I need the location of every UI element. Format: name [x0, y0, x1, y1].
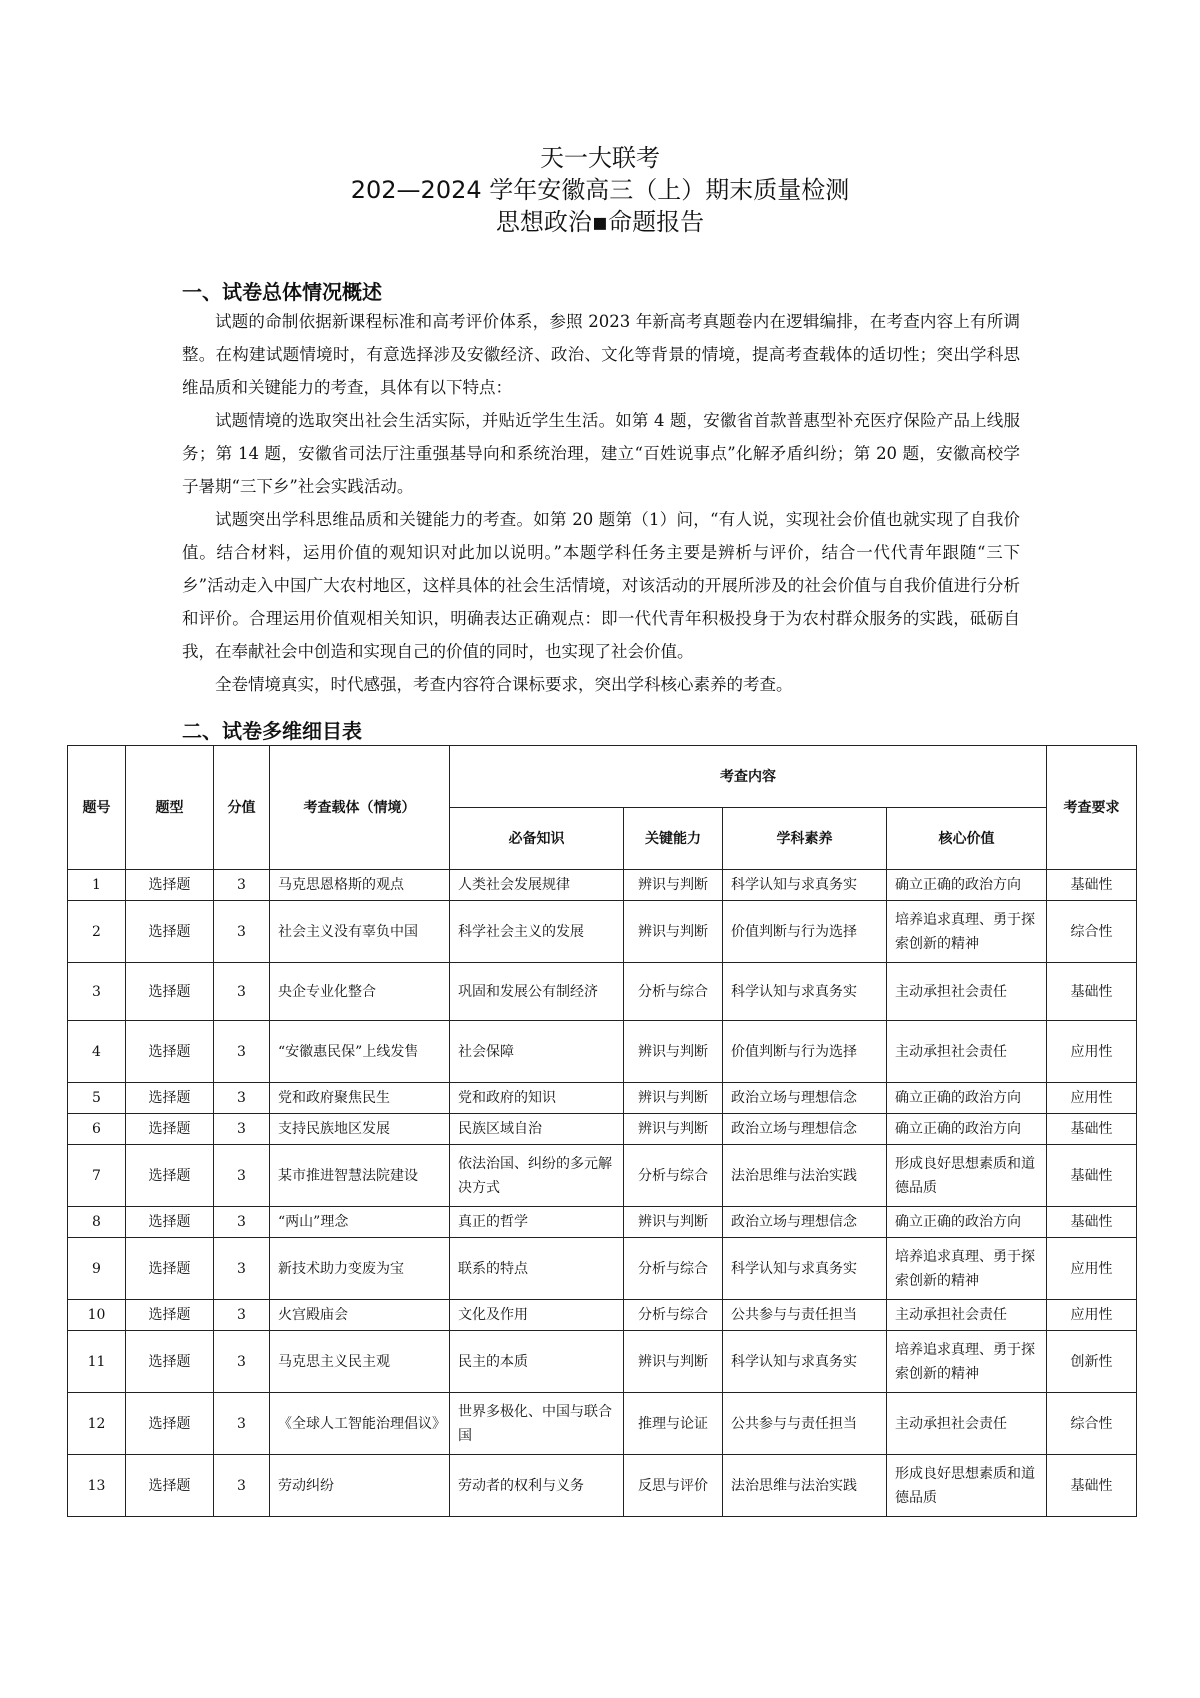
- cell-carrier: “两山”理念: [270, 1207, 450, 1238]
- cell-num: 9: [68, 1238, 126, 1300]
- cell-num: 1: [68, 870, 126, 901]
- cell-score: 3: [214, 901, 270, 963]
- cell-ability: 辨识与判断: [624, 1331, 723, 1393]
- cell-value: 确立正确的政治方向: [887, 1114, 1047, 1145]
- cell-value: 培养追求真理、勇于探索创新的精神: [887, 1238, 1047, 1300]
- cell-ability: 分析与综合: [624, 1300, 723, 1331]
- table-row: [68, 1238, 1137, 1300]
- cell-knowledge: 依法治国、纠纷的多元解决方式: [450, 1145, 624, 1207]
- exam-name: 202—2024 学年安徽高三（上）期末质量检测: [350, 176, 850, 204]
- cell-type: 选择题: [126, 901, 214, 963]
- header-content: 考查内容: [450, 746, 1047, 808]
- cell-ability: 分析与综合: [624, 1238, 723, 1300]
- cell-score: 3: [214, 1331, 270, 1393]
- cell-value: 主动承担社会责任: [887, 1300, 1047, 1331]
- table-row: [68, 1455, 1137, 1517]
- cell-value: 培养追求真理、勇于探索创新的精神: [887, 901, 1047, 963]
- table-row: [68, 1393, 1137, 1455]
- cell-num: 7: [68, 1145, 126, 1207]
- cell-value: 形成良好思想素质和道德品质: [887, 1145, 1047, 1207]
- cell-knowledge: 人类社会发展规律: [450, 870, 624, 901]
- cell-value: 主动承担社会责任: [887, 1021, 1047, 1083]
- cell-ability: 辨识与判断: [624, 1083, 723, 1114]
- cell-knowledge: 社会保障: [450, 1021, 624, 1083]
- cell-carrier: 某市推进智慧法院建设: [270, 1145, 450, 1207]
- cell-knowledge: 巩固和发展公有制经济: [450, 963, 624, 1021]
- cell-num: 8: [68, 1207, 126, 1238]
- cell-literacy: 价值判断与行为选择: [723, 901, 887, 963]
- cell-carrier: 央企专业化整合: [270, 963, 450, 1021]
- cell-carrier: 新技术助力变废为宝: [270, 1238, 450, 1300]
- cell-literacy: 公共参与与责任担当: [723, 1393, 887, 1455]
- cell-requirement: 综合性: [1047, 901, 1137, 963]
- header-score: 分值: [214, 746, 270, 870]
- header-knowledge: 必备知识: [450, 808, 624, 870]
- cell-value: 形成良好思想素质和道德品质: [887, 1455, 1047, 1517]
- cell-value: 确立正确的政治方向: [887, 1207, 1047, 1238]
- detail-table: [67, 745, 1137, 1517]
- cell-num: 5: [68, 1083, 126, 1114]
- cell-knowledge: 党和政府的知识: [450, 1083, 624, 1114]
- cell-ability: 反思与评价: [624, 1455, 723, 1517]
- cell-knowledge: 民族区域自治: [450, 1114, 624, 1145]
- cell-requirement: 基础性: [1047, 1114, 1137, 1145]
- cell-num: 13: [68, 1455, 126, 1517]
- cell-type: 选择题: [126, 963, 214, 1021]
- cell-knowledge: 联系的特点: [450, 1238, 624, 1300]
- cell-ability: 辨识与判断: [624, 1114, 723, 1145]
- cell-ability: 分析与综合: [624, 963, 723, 1021]
- overview-body: [182, 305, 1020, 701]
- header-requirement: 考查要求: [1047, 746, 1137, 870]
- cell-score: 3: [214, 1207, 270, 1238]
- section-table-heading: 二、试卷多维细目表: [182, 719, 362, 743]
- cell-carrier: 劳动纠纷: [270, 1455, 450, 1517]
- overview-paragraph: 试题突出学科思维品质和关键能力的考查。如第 20 题第（1）问，“有人说，实现社会价值也就实现了自我价值。结合材料，运用价值的观知识对此加以说明。”本题学科任务主要是辨析与评价，结合一代代青年跟随“三下乡”活动走入中国广大农村地区，这样具体的社会生活情境，对该活动的开展所涉及的社会价值与自我价值进行分析和评价。合理运用价值观相关知识，明确表达正确观点：即一代代青年积极投身于为农村群众服务的实践，砥砺自我，在奉献社会中创造和实现自己的价值的同时，也实现了社会价值。: [182, 510, 1020, 661]
- cell-literacy: 政治立场与理想信念: [723, 1114, 887, 1145]
- cell-value: 确立正确的政治方向: [887, 1083, 1047, 1114]
- table-row: [68, 1021, 1137, 1083]
- cell-type: 选择题: [126, 1393, 214, 1455]
- overview-paragraph: 全卷情境真实，时代感强，考查内容符合课标要求，突出学科核心素养的考查。: [215, 675, 793, 694]
- cell-value: 主动承担社会责任: [887, 1393, 1047, 1455]
- cell-score: 3: [214, 870, 270, 901]
- cell-score: 3: [214, 1238, 270, 1300]
- overview-paragraph: 试题的命制依据新课程标准和高考评价体系，参照 2023 年新高考真题卷内在逻辑编排，在考查内容上有所调整。在构建试题情境时，有意选择涉及安徽经济、政治、文化等背景的情境，提高考查载体的适切性；突出学科思维品质和关键能力的考查，具体有以下特点：: [182, 312, 1020, 397]
- exam-brand: 天一大联考: [540, 144, 660, 172]
- cell-literacy: 法治思维与法治实践: [723, 1455, 887, 1517]
- cell-requirement: 应用性: [1047, 1300, 1137, 1331]
- table-body: [68, 870, 1137, 1517]
- cell-type: 选择题: [126, 1455, 214, 1517]
- cell-literacy: 科学认知与求真务实: [723, 963, 887, 1021]
- cell-score: 3: [214, 1393, 270, 1455]
- report-title: [0, 142, 1200, 238]
- cell-knowledge: 科学社会主义的发展: [450, 901, 624, 963]
- cell-requirement: 创新性: [1047, 1331, 1137, 1393]
- table-row: [68, 1145, 1137, 1207]
- table-row: [68, 1300, 1137, 1331]
- header-type: 题型: [126, 746, 214, 870]
- cell-requirement: 基础性: [1047, 1145, 1137, 1207]
- cell-num: 3: [68, 963, 126, 1021]
- cell-carrier: 社会主义没有辜负中国: [270, 901, 450, 963]
- header-num: 题号: [68, 746, 126, 870]
- table-row: [68, 1207, 1137, 1238]
- table-row: [68, 1331, 1137, 1393]
- cell-score: 3: [214, 1021, 270, 1083]
- cell-carrier: 马克思主义民主观: [270, 1331, 450, 1393]
- cell-num: 11: [68, 1331, 126, 1393]
- header-value: 核心价值: [887, 808, 1047, 870]
- cell-num: 10: [68, 1300, 126, 1331]
- cell-requirement: 综合性: [1047, 1393, 1137, 1455]
- cell-literacy: 科学认知与求真务实: [723, 870, 887, 901]
- cell-requirement: 基础性: [1047, 963, 1137, 1021]
- cell-requirement: 基础性: [1047, 1207, 1137, 1238]
- table-row: [68, 1114, 1137, 1145]
- cell-type: 选择题: [126, 1114, 214, 1145]
- cell-literacy: 公共参与与责任担当: [723, 1300, 887, 1331]
- cell-num: 6: [68, 1114, 126, 1145]
- table-row: [68, 870, 1137, 901]
- header-ability: 关键能力: [624, 808, 723, 870]
- cell-requirement: 基础性: [1047, 870, 1137, 901]
- cell-num: 2: [68, 901, 126, 963]
- cell-score: 3: [214, 1145, 270, 1207]
- cell-carrier: “安徽惠民保”上线发售: [270, 1021, 450, 1083]
- header-carrier: 考查载体（情境）: [270, 746, 450, 870]
- cell-requirement: 应用性: [1047, 1021, 1137, 1083]
- cell-score: 3: [214, 1300, 270, 1331]
- cell-literacy: 价值判断与行为选择: [723, 1021, 887, 1083]
- cell-literacy: 政治立场与理想信念: [723, 1083, 887, 1114]
- cell-literacy: 科学认知与求真务实: [723, 1331, 887, 1393]
- cell-carrier: 党和政府聚焦民生: [270, 1083, 450, 1114]
- cell-type: 选择题: [126, 1300, 214, 1331]
- cell-literacy: 法治思维与法治实践: [723, 1145, 887, 1207]
- cell-type: 选择题: [126, 1145, 214, 1207]
- cell-requirement: 基础性: [1047, 1455, 1137, 1517]
- cell-num: 4: [68, 1021, 126, 1083]
- cell-type: 选择题: [126, 870, 214, 901]
- cell-ability: 辨识与判断: [624, 870, 723, 901]
- cell-value: 培养追求真理、勇于探索创新的精神: [887, 1331, 1047, 1393]
- cell-score: 3: [214, 963, 270, 1021]
- cell-requirement: 应用性: [1047, 1083, 1137, 1114]
- cell-ability: 辨识与判断: [624, 901, 723, 963]
- cell-type: 选择题: [126, 1021, 214, 1083]
- cell-literacy: 科学认知与求真务实: [723, 1238, 887, 1300]
- cell-value: 确立正确的政治方向: [887, 870, 1047, 901]
- cell-ability: 推理与论证: [624, 1393, 723, 1455]
- section-overview-heading: 一、试卷总体情况概述: [182, 280, 382, 304]
- cell-num: 12: [68, 1393, 126, 1455]
- cell-carrier: 火宫殿庙会: [270, 1300, 450, 1331]
- cell-requirement: 应用性: [1047, 1238, 1137, 1300]
- cell-carrier: 《全球人工智能治理倡议》: [270, 1393, 450, 1455]
- cell-type: 选择题: [126, 1331, 214, 1393]
- cell-literacy: 政治立场与理想信念: [723, 1207, 887, 1238]
- cell-ability: 辨识与判断: [624, 1021, 723, 1083]
- cell-score: 3: [214, 1455, 270, 1517]
- cell-ability: 分析与综合: [624, 1145, 723, 1207]
- cell-knowledge: 文化及作用: [450, 1300, 624, 1331]
- cell-type: 选择题: [126, 1238, 214, 1300]
- cell-knowledge: 世界多极化、中国与联合国: [450, 1393, 624, 1455]
- cell-type: 选择题: [126, 1207, 214, 1238]
- cell-knowledge: 民主的本质: [450, 1331, 624, 1393]
- table-row: [68, 1083, 1137, 1114]
- header-literacy: 学科素养: [723, 808, 887, 870]
- table-row: [68, 963, 1137, 1021]
- cell-value: 主动承担社会责任: [887, 963, 1047, 1021]
- cell-knowledge: 劳动者的权利与义务: [450, 1455, 624, 1517]
- cell-type: 选择题: [126, 1083, 214, 1114]
- table-row: [68, 901, 1137, 963]
- overview-paragraph: 试题情境的选取突出社会生活实际，并贴近学生生活。如第 4 题，安徽省首款普惠型补充医疗保险产品上线服务；第 14 题，安徽省司法厅注重强基导向和系统治理，建立“百姓说事点”化解矛盾纠纷；第 20 题，安徽高校学子暑期“三下乡”社会实践活动。: [182, 411, 1020, 496]
- cell-carrier: 支持民族地区发展: [270, 1114, 450, 1145]
- cell-carrier: 马克思恩格斯的观点: [270, 870, 450, 901]
- cell-score: 3: [214, 1083, 270, 1114]
- cell-score: 3: [214, 1114, 270, 1145]
- cell-knowledge: 真正的哲学: [450, 1207, 624, 1238]
- cell-ability: 辨识与判断: [624, 1207, 723, 1238]
- report-subject: 思想政治▪命题报告: [495, 208, 705, 236]
